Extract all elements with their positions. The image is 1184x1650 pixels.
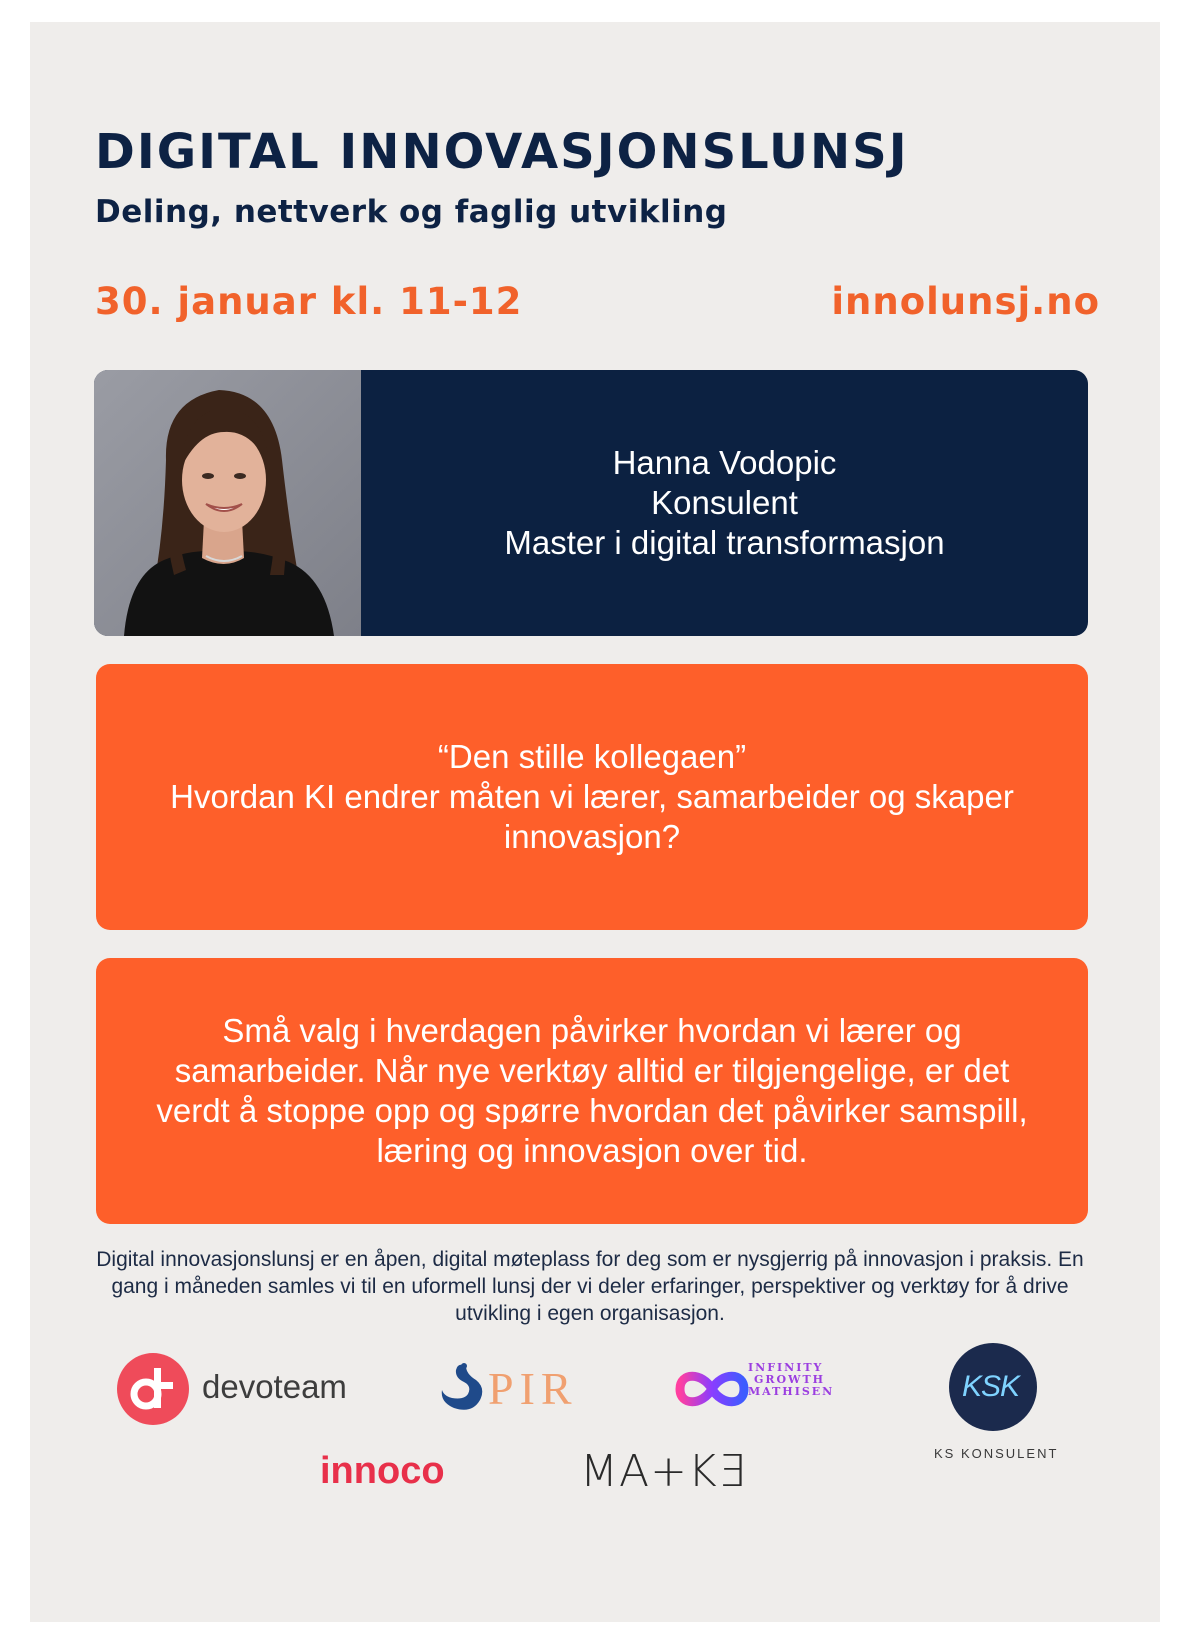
infinity-growth-logo: [674, 1360, 834, 1416]
about-text: Digital innovasjonslunsj er en åpen, digital møteplass for deg som er nysgjerrig på innovasjon i praksis. En gang i måneden samles vi til en uformell lunsj der vi deler erfaringer, perspektiver og verktøy for å drive utvikling i egen organisasjon.: [96, 1248, 1084, 1325]
speaker-degree: Master i digital transformasjon: [504, 524, 945, 561]
devoteam-logo: [116, 1352, 366, 1426]
infinity-wordmark: [748, 1362, 834, 1398]
page-title: DIGITAL INNOVASJONSLUNSJ: [95, 124, 909, 180]
infinity-icon: [674, 1364, 750, 1414]
speaker-role: Konsulent: [651, 484, 798, 521]
speaker-portrait-illustration: [94, 370, 361, 636]
speaker-photo: [94, 370, 361, 636]
speaker-name: Hanna Vodopic: [612, 444, 837, 481]
swan-icon: [438, 1360, 486, 1414]
description-text: Små valg i hverdagen påvirker hvordan vi lærer og samarbeider. Når nye verktøy alltid er tilgjengelige, er det verdt å stoppe opp og spørre hvordan det påvirker samspill, læring og innovasjon over tid.: [156, 1012, 1028, 1169]
spir-wordmark: PIR: [488, 1363, 578, 1414]
ks-konsulent-logo: [936, 1342, 1066, 1472]
make-wordmark: MA+KƎ: [580, 1446, 747, 1497]
speaker-card: [94, 370, 1088, 636]
ks-konsulent-wordmark: KS KONSULENT: [934, 1446, 1059, 1461]
speaker-info: [361, 370, 1088, 636]
talk-title: “Den stille kollegaen”: [437, 738, 747, 775]
poster: [30, 22, 1160, 1622]
innoco-wordmark: innoco: [320, 1450, 445, 1492]
make-logo: [580, 1444, 747, 1500]
spir-logo: [438, 1354, 588, 1424]
ksk-mark: KSK: [962, 1370, 1020, 1403]
infinity-line2: GROWTH: [754, 1373, 826, 1386]
talk-card: [96, 664, 1088, 930]
page-subtitle: Deling, nettverk og faglig utvikling: [95, 194, 728, 230]
devoteam-icon: [116, 1352, 190, 1426]
event-date: 30. januar kl. 11-12: [95, 280, 523, 323]
description-card: [96, 958, 1088, 1224]
devoteam-wordmark: devoteam: [202, 1368, 347, 1405]
innoco-logo: [320, 1450, 470, 1500]
infinity-line1: INFINITY: [748, 1361, 824, 1374]
infinity-line3: MATHISEN: [748, 1385, 835, 1398]
talk-question: Hvordan KI endrer måten vi lærer, samarbeider og skaper innovasjon?: [170, 778, 1014, 855]
event-website: innolunsj.no: [831, 280, 1100, 323]
